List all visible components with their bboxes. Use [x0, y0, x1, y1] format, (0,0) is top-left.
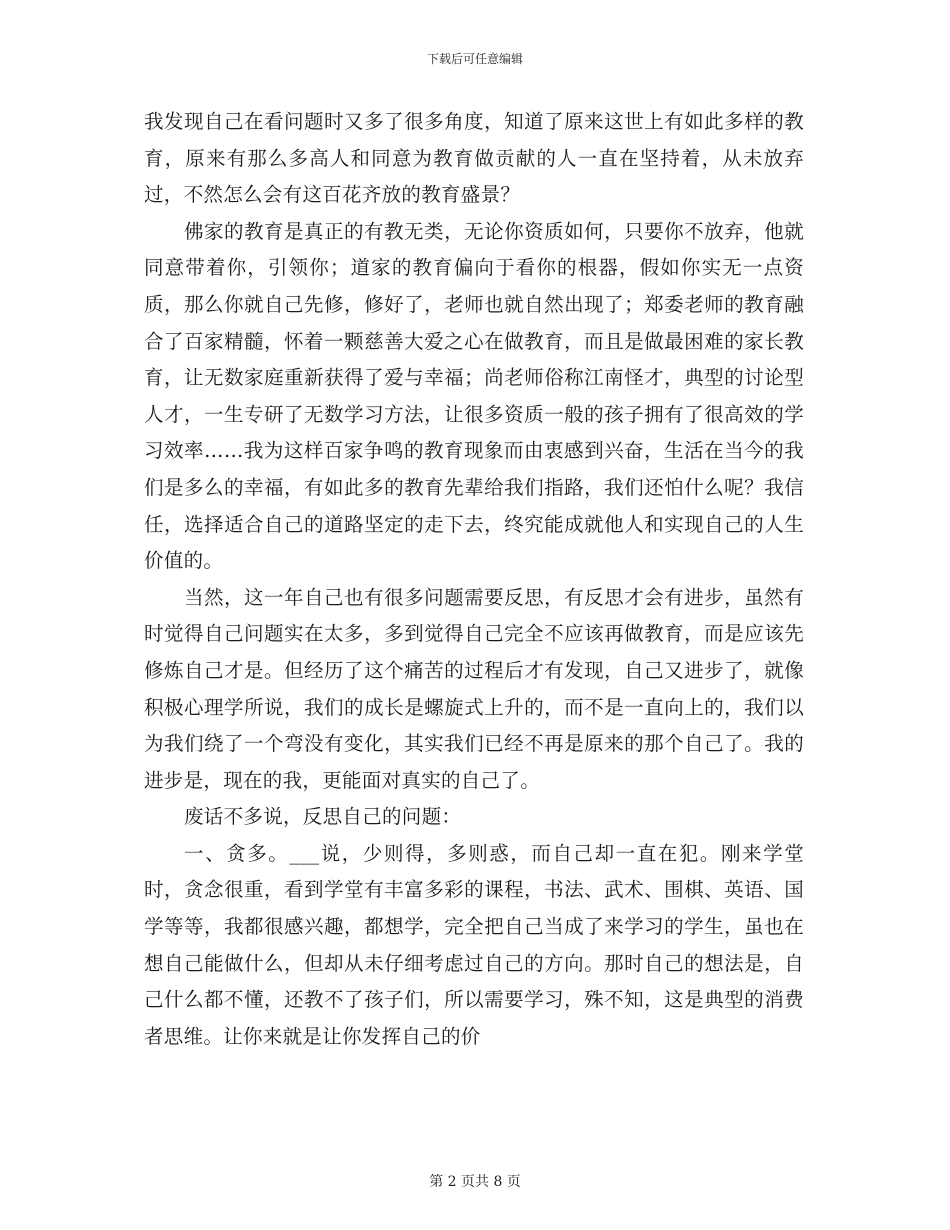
body-text	[144, 104, 804, 1055]
paragraph-1: 我发现自己在看问题时又多了很多角度，知道了原来这世上有如此多样的教育，原来有那么多高人和同意为教育做贡献的人一直在坚持着，从未放弃过，不然怎么会有这百花齐放的教育盛景？	[144, 110, 804, 207]
paragraph-3: 当然，这一年自己也有很多问题需要反思，有反思才会有进步，虽然有时觉得自己问题实在太多，多到觉得自己完全不应该再做教育，而是应该先修炼自己才是。但经历了这个痛苦的过程后才有发现，自己又进步了，就像积极心理学所说，我们的成长是螺旋式上升的，而不是一直向上的，我们以为我们绕了一个弯没有变化，其实我们已经不再是原来的那个自己了。我的进步是，现在的我，更能面对真实的自己了。	[144, 585, 804, 792]
paragraph-5: 一、贪多。___说，少则得，多则惑，而自己却一直在犯。刚来学堂时，贪念很重，看到学堂有丰富多彩的课程，书法、武术、围棋、英语、国学等等，我都很感兴趣，都想学，完全把自己当成了来学习的学生，虽也在想自己能做什么，但却从未仔细考虑过自己的方向。那时自己的想法是，自己什么都不懂，还教不了孩子们，所以需要学习，殊不知，这是典型的消费者思维。让你来就是让你发挥自己的价	[144, 841, 804, 1048]
page-footer: 第 2 页共 8 页	[429, 1174, 521, 1190]
paragraph-4: 废话不多说，反思自己的问题：	[184, 805, 462, 829]
page-header: 下载后可任意编辑	[426, 52, 523, 66]
paragraph-2: 佛家的教育是真正的有教无类，无论你资质如何，只要你不放弃，他就同意带着你，引领你；道家的教育偏向于看你的根器，假如你实无一点资质，那么你就自己先修，修好了，老师也就自然出现了；郑委老师的教育融合了百家精髓，怀着一颗慈善大爱之心在做教育，而且是做最困难的家长教育，让无数家庭重新获得了爱与幸福；尚老师俗称江南怪才，典型的讨论型人才，一生专研了无数学习方法，让很多资质一般的孩子拥有了很高效的学习效率……我为这样百家争鸣的教育现象而由衷感到兴奋，生活在当今的我们是多么的幸福，有如此多的教育先辈给我们指路，我们还怕什么呢？我信任，选择适合自己的道路坚定的走下去，终究能成就他人和实现自己的人生价值的。	[144, 219, 804, 573]
